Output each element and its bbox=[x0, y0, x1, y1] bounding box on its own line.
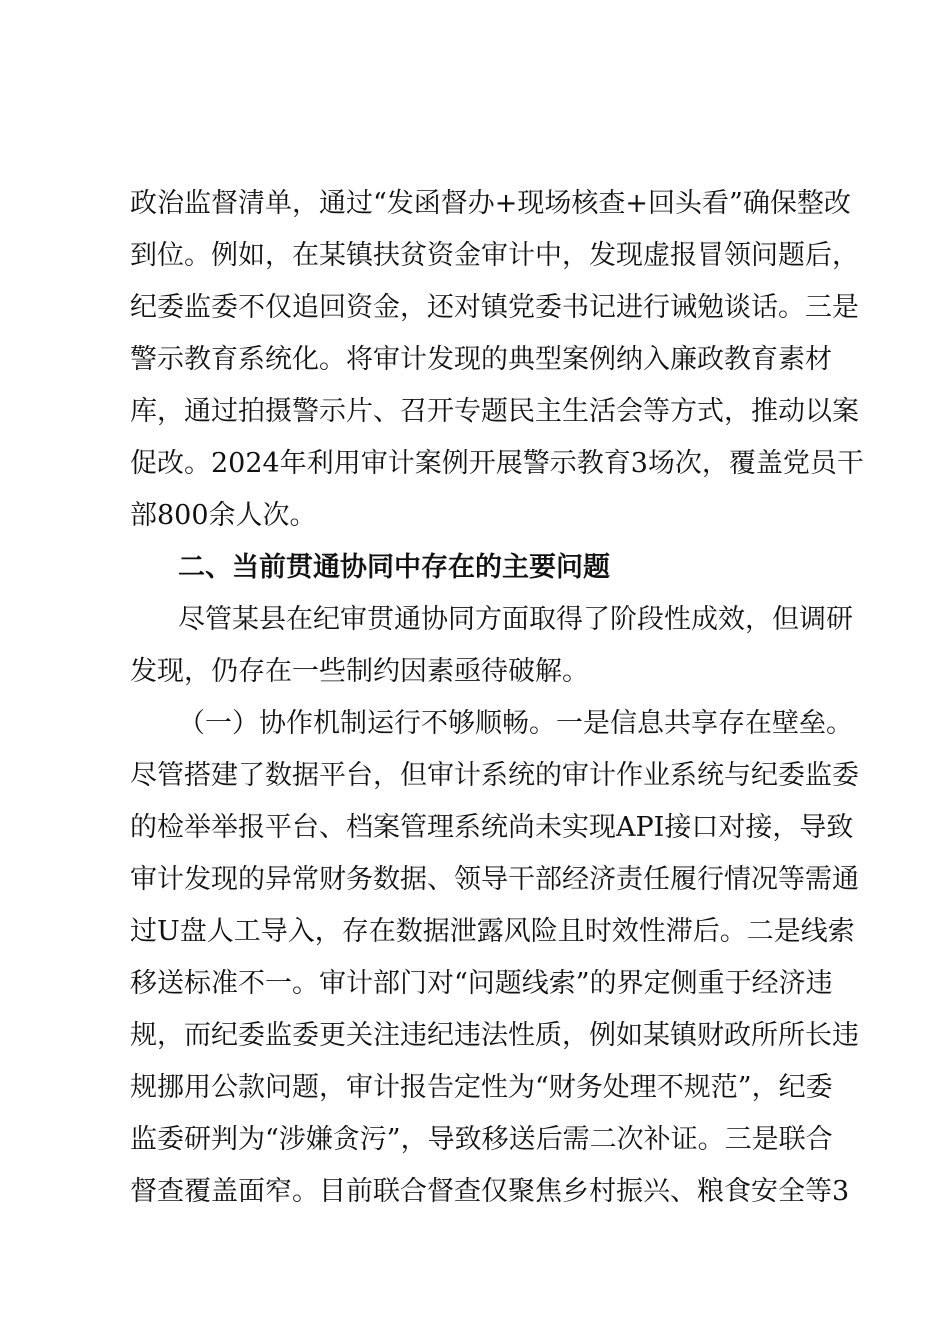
text-line: （一）协作机制运行不够顺畅。一是信息共享存在壁垒。 bbox=[178, 708, 853, 739]
text-line: 促改。2024年利用审计案例开展警示教育3场次，覆盖党员干 bbox=[130, 448, 864, 479]
text-line: 尽管某县在纪审贯通协同方面取得了阶段性成效，但调研 bbox=[178, 604, 853, 635]
text-line: 到位。例如，在某镇扶贫资金审计中，发现虚报冒领问题后， bbox=[130, 240, 859, 271]
text-line: 的检举举报平台、档案管理系统尚未实现API接口对接，导致 bbox=[130, 812, 854, 843]
text-line: 移送标准不一。审计部门对“问题线索”的界定侧重于经济违 bbox=[130, 968, 833, 999]
text-line: 审计发现的异常财务数据、领导干部经济责任履行情况等需通 bbox=[130, 864, 859, 895]
text-line: 发现，仍存在一些制约因素亟待破解。 bbox=[130, 656, 589, 687]
text-line: 过U盘人工导入，存在数据泄露风险且时效性滞后。二是线索 bbox=[130, 916, 855, 947]
text-line: 部800余人次。 bbox=[130, 500, 317, 531]
text-line: 督查覆盖面窄。目前联合督查仅聚焦乡村振兴、粮食安全等3 bbox=[130, 1176, 850, 1207]
section-heading: 二、当前贯通协同中存在的主要问题 bbox=[178, 552, 610, 583]
text-line: 规挪用公款问题，审计报告定性为“财务处理不规范”，纪委 bbox=[130, 1072, 833, 1103]
text-line: 监委研判为“涉嫌贪污”，导致移送后需二次补证。三是联合 bbox=[130, 1124, 833, 1155]
text-line: 纪委监委不仅追回资金，还对镇党委书记进行诫勉谈话。三是 bbox=[130, 292, 859, 323]
text-line: 尽管搭建了数据平台，但审计系统的审计作业系统与纪委监委 bbox=[130, 760, 859, 791]
text-line: 规，而纪委监委更关注违纪违法性质，例如某镇财政所所长违 bbox=[130, 1020, 859, 1051]
text-line: 政治监督清单，通过“发函督办+现场核查+回头看”确保整改 bbox=[130, 188, 851, 219]
text-line: 警示教育系统化。将审计发现的典型案例纳入廉政教育素材 bbox=[130, 344, 832, 375]
text-line: 库，通过拍摄警示片、召开专题民主生活会等方式，推动以案 bbox=[130, 396, 859, 427]
